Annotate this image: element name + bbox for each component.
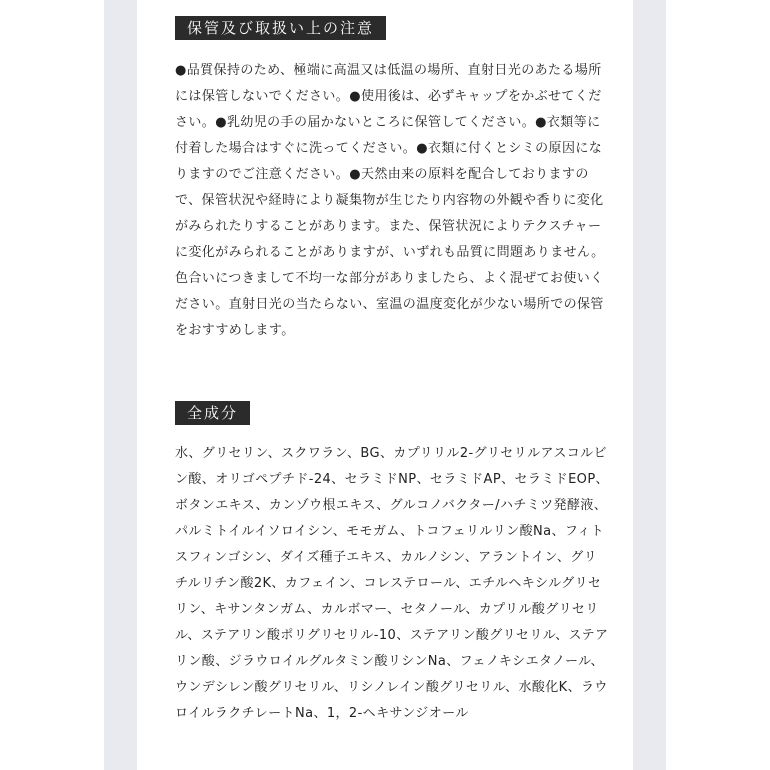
left-side-band bbox=[104, 0, 137, 770]
storage-section-heading: 保管及び取扱い上の注意 bbox=[175, 16, 386, 40]
product-info-panel bbox=[175, 0, 610, 770]
right-side-band bbox=[633, 0, 666, 770]
bottom-fade bbox=[175, 756, 610, 770]
ingredients-list-text: 水、グリセリン、スクワラン、BG、カプリリル2-グリセリルアスコルビン酸、オリゴペプチド-24、セラミドNP、セラミドAP、セラミドEOP、ボタンエキス、カンゾウ根エキス、グルコノバクター/ハチミツ発酵液、パルミトイルイソロイシン、モモガム、トコフェリルリン酸Na、フィトスフィンゴシン、ダイズ種子エキス、カルノシン、アラントイン、グリチルリチン酸2K、カフェイン、コレステロール、エチルヘキシルグリセリン、キサンタンガム、カルボマー、セタノール、カプリル酸グリセリル、ステアリン酸ポリグリセリル-10、ステアリン酸グリセリル、ステアリン酸、ジラウロイルグルタミン酸リシンNa、フェノキシエタノール、ウンデシレン酸グリセリル、リシノレイン酸グリセリル、水酸化K、ラウロイルラクチレートNa、1，2-ヘキサンジオール bbox=[175, 446, 609, 721]
storage-instructions-text: ●品質保持のため、極端に高温又は低温の場所、直射日光のあたる場所には保管しないでください。●使用後は、必ずキャップをかぶせてください。●乳幼児の手の届かないところに保管してください。●衣類等に付着した場合はすぐに洗ってください。●衣類に付くとシミの原因になりますのでご注意ください。●天然由来の原料を配合しておりますので、保管状況や経時により凝集物が生じたり内容物の外観や香りに変化がみられたりすることがあります。また、保管状況によりテクスチャーに変化がみられることがありますが、いずれも品質に問題ありません。色合いにつきまして不均一な部分がありましたら、よく混ぜてお使いください。直射日光の当たらない、室温の温度変化が少ない場所での保管をおすすめします。 bbox=[175, 63, 605, 338]
ingredients-section-heading: 全成分 bbox=[175, 401, 250, 425]
